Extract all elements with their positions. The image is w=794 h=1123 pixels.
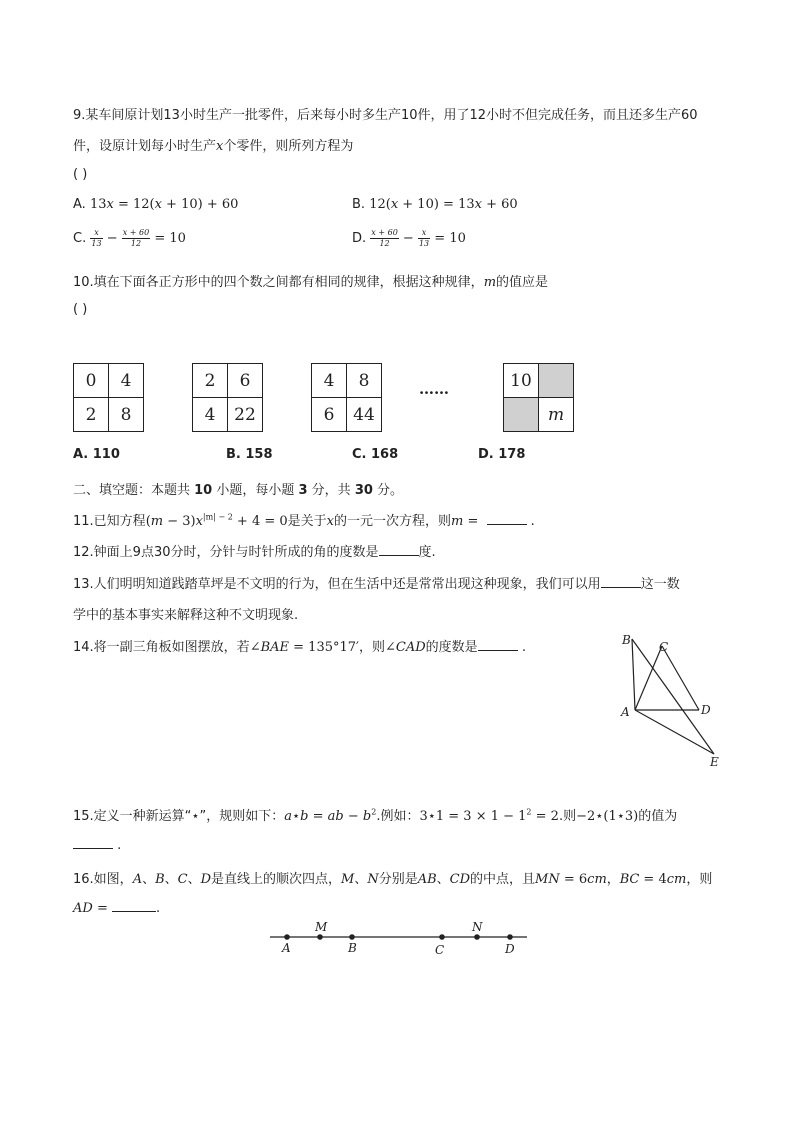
label-a: A xyxy=(621,705,630,719)
square-cell: 10 xyxy=(504,364,539,398)
q9-option-a: A. 13𝑥 = 12(𝑥 + 10) + 60 xyxy=(73,197,239,212)
answer-blank[interactable] xyxy=(601,575,641,588)
square-cell: 4 xyxy=(109,364,144,398)
square-cell: 2 xyxy=(74,398,109,432)
q10-option-a: A. 110 xyxy=(73,447,120,462)
square-cell-m: m xyxy=(539,398,574,432)
set-square-figure xyxy=(600,625,740,775)
q16-line1: 16.如图，𝐴、𝐵、𝐶、𝐷是直线上的顺次四点，𝑀、𝑁分别是𝐴𝐵、𝐶𝐷的中点，且𝑀𝑁 = 6𝑐𝑚，𝐵𝐶 = 4𝑐𝑚，则 xyxy=(73,872,713,887)
point-b xyxy=(349,934,355,940)
square-cell: 8 xyxy=(109,398,144,432)
square-cell: 44 xyxy=(347,398,382,432)
q14: 14.将一副三角板如图摆放，若∠𝐵𝐴𝐸 = 135°17′，则∠𝐶𝐴𝐷的度数是 . xyxy=(73,640,526,655)
label-c: C xyxy=(435,943,445,957)
q11: 11.已知方程(𝑚 − 3)𝑥$^{|m| - 2}$ + 4 = 0是关于x的一元一次方程，则𝑚 = . xyxy=(73,512,535,529)
answer-blank[interactable] xyxy=(478,638,518,651)
label-b: B xyxy=(348,941,357,955)
segment-be xyxy=(632,639,714,754)
number-square-1 xyxy=(73,363,144,432)
q9-option-d: D. $\frac{x + 60}{12}$ − $\frac{x}{13}$ = 10 xyxy=(352,228,466,248)
answer-blank[interactable] xyxy=(379,543,419,556)
label-n: N xyxy=(472,920,483,934)
ellipsis: …… xyxy=(419,380,449,398)
label-c: C xyxy=(659,640,669,654)
q9-answer-paren: ( ) xyxy=(73,167,88,182)
square-cell: 4 xyxy=(312,364,347,398)
section-heading: 二、填空题：本题共 10 小题，每小题 3 分，共 30 分。 xyxy=(73,483,404,498)
point-n xyxy=(474,934,480,940)
q10-option-b: B. 158 xyxy=(226,447,273,462)
q9-line2: 件，设原计划每小时生产x个零件，则所列方程为 xyxy=(73,139,354,154)
q13-line1: 13.人们明明知道践踏草坪是不文明的行为，但在生活中还是常常出现这种现象，我们可以用 这一数 xyxy=(73,577,680,592)
answer-blank[interactable] xyxy=(112,899,156,912)
q9-line1: 9.某车间原计划13小时生产一批零件，后来每小时多生产10件，用了12小时不但完成任务，而且还多生产60 xyxy=(73,108,698,123)
q10-line1: 10.填在下面各正方形中的四个数之间都有相同的规律，根据这种规律，m的值应是 xyxy=(73,275,549,290)
square-cell: 6 xyxy=(312,398,347,432)
q10-option-c: C. 168 xyxy=(352,447,399,462)
point-d xyxy=(507,934,513,940)
square-cell: 4 xyxy=(193,398,228,432)
square-cell: 6 xyxy=(228,364,263,398)
point-a xyxy=(284,934,290,940)
segment-ac xyxy=(635,646,662,710)
q12: 12.钟面上9点30分时，分针与时针所成的角的度数是 度. xyxy=(73,545,436,560)
label-a: A xyxy=(282,941,291,955)
label-d: D xyxy=(505,942,515,956)
q16-line2: 𝐴𝐷 = . xyxy=(73,901,161,916)
number-square-3 xyxy=(311,363,382,432)
point-m xyxy=(317,934,323,940)
square-cell: 0 xyxy=(74,364,109,398)
segment-cd xyxy=(662,646,699,710)
label-b: B xyxy=(622,633,631,647)
answer-blank[interactable] xyxy=(73,836,113,849)
point-c xyxy=(439,934,445,940)
label-e: E xyxy=(710,755,719,769)
shaded-cell xyxy=(504,398,539,432)
q9-option-b: B. 12(𝑥 + 10) = 13𝑥 + 60 xyxy=(352,197,518,212)
q15-answer: . xyxy=(73,836,121,853)
q10-answer-paren: ( ) xyxy=(73,302,88,317)
q13-line2: 学中的基本事实来解释这种不文明现象. xyxy=(73,608,299,623)
square-cell: 8 xyxy=(347,364,382,398)
shaded-cell xyxy=(539,364,574,398)
segment-ba xyxy=(632,639,635,710)
q15: 15.定义一种新运算“⋆”，规则如下：𝑎⋆𝑏 = 𝑎𝑏 − 𝑏$^2$.例如：3⋆1 = $3 \times 1 - 1^2 = 2$.则−2⋆(1⋆3)的值为 xyxy=(73,807,678,824)
q10-option-d: D. 178 xyxy=(478,447,526,462)
square-cell: 2 xyxy=(193,364,228,398)
answer-blank[interactable] xyxy=(487,512,527,525)
label-m: M xyxy=(315,920,328,934)
number-square-2 xyxy=(192,363,263,432)
square-cell: 22 xyxy=(228,398,263,432)
number-line-figure xyxy=(265,918,535,958)
label-d: D xyxy=(701,703,711,717)
number-square-4 xyxy=(503,363,574,432)
q9-option-c: C. $\frac{x}{13}$ − $\frac{x + 60}{12}$ = 10 xyxy=(73,228,186,248)
